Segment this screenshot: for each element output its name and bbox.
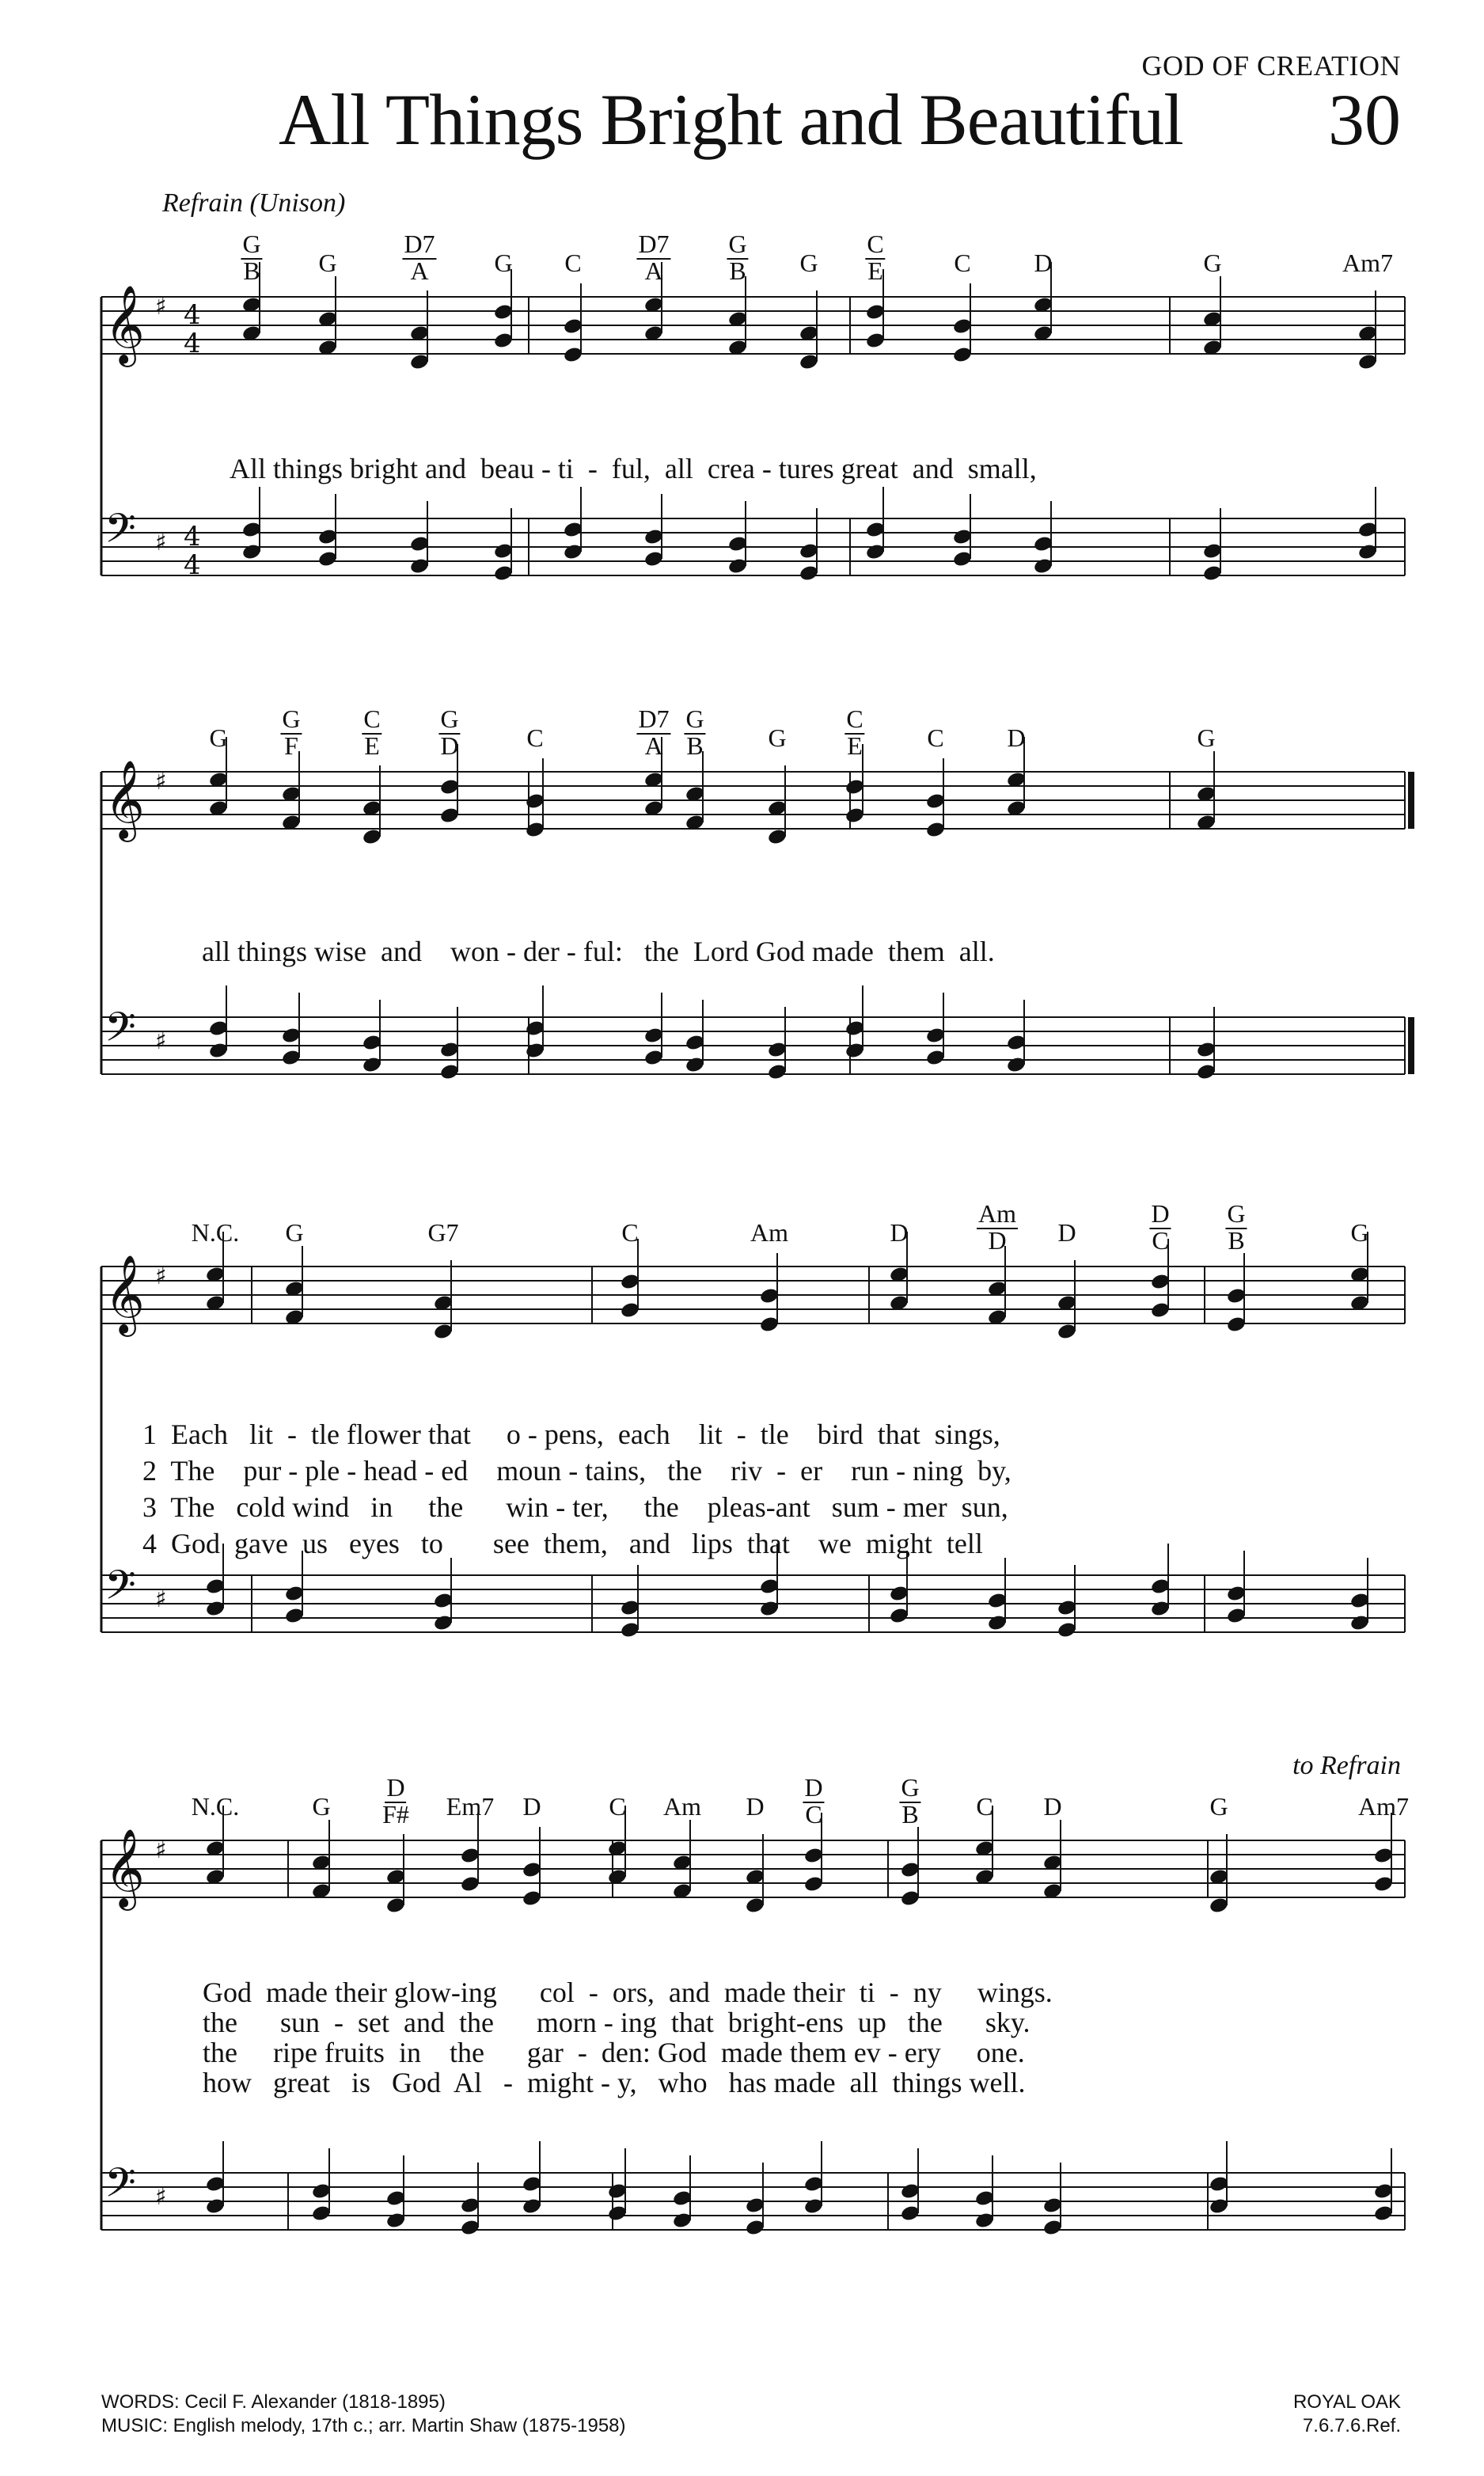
chord-symbol: [1342, 249, 1393, 276]
chord-symbol: [636, 705, 670, 759]
to-refrain-label: to Refrain: [1292, 1751, 1401, 1780]
chord-symbol: [209, 724, 227, 751]
chord-symbol: [977, 1200, 1018, 1254]
chord-bass: E: [847, 731, 863, 760]
lyric-line: 3 The cold wind in the win - ter, the pleas-ant sum - mer sun,: [142, 1491, 1008, 1523]
chord-symbol: [1209, 1793, 1228, 1820]
meter: 7.6.7.6.Ref.: [1302, 2415, 1401, 2436]
lyric-line: all things wise and won - der - ful: the Lord God made them all.: [202, 936, 995, 967]
lyric-line: All things bright and beau - ti - ful, all crea - tures great and small,: [230, 453, 1037, 484]
chord-root: G: [901, 1773, 920, 1802]
chord-symbol: [241, 230, 262, 284]
chord-bass: B: [901, 1800, 919, 1829]
chord-symbol: [954, 249, 970, 276]
treble-clef: 𝄞: [104, 760, 145, 839]
chord-symbol: [865, 230, 885, 284]
chord-bass: B: [1228, 1226, 1245, 1255]
hymn-number: 30: [1328, 79, 1401, 160]
chord-symbol: [362, 705, 381, 759]
key-signature-sharp: ♯: [155, 1836, 167, 1864]
chord-symbol: [318, 249, 336, 276]
credits-tune: [1293, 2391, 1401, 2438]
tune-name: ROYAL OAK: [1292, 2391, 1401, 2413]
chord-symbol: [1007, 724, 1025, 751]
chord-bass: C: [1152, 1226, 1169, 1255]
music-system-1: [0, 222, 1484, 697]
chord-root: D: [386, 1773, 405, 1802]
lyric-line: 4 God gave us eyes to see them, and lips that we might tell: [142, 1528, 983, 1559]
chord-root: G: [728, 230, 747, 258]
chord-root: G: [440, 704, 459, 733]
key-signature-sharp: ♯: [155, 1027, 167, 1055]
chord-root: G: [1203, 249, 1222, 277]
bass-clef: 𝄢: [104, 1003, 136, 1061]
chord-root: G: [318, 249, 337, 277]
lyric-line: the sun - set and the morn - ing that bright-ens up the sky.: [203, 2007, 1030, 2038]
chord-symbol: [312, 1793, 330, 1820]
chord-root: G: [1209, 1792, 1228, 1821]
lyric-line: God made their glow-ing col - ors, and made their ti - ny wings.: [203, 1977, 1053, 2008]
chord-symbol: [1149, 1200, 1171, 1254]
chord-root: C: [927, 723, 944, 752]
chord-root: D: [1034, 249, 1053, 277]
chord-bass: A: [644, 731, 663, 760]
lyric-line: 1 Each lit - tle flower that o - pens, each lit - tle bird that sings,: [142, 1418, 1000, 1450]
chord-symbol: [192, 1793, 239, 1820]
chord-symbol: [976, 1793, 992, 1820]
chord-root: Am: [663, 1792, 701, 1821]
time-signature-bottom: 4: [184, 328, 201, 359]
time-signature-top: 4: [184, 299, 201, 331]
chord-root: D7: [638, 230, 670, 258]
chord-symbol: [746, 1793, 764, 1820]
chord-root: D7: [638, 704, 670, 733]
words-credit: WORDS: Cecil F. Alexander (1818-1895): [101, 2391, 446, 2413]
chord-bass: B: [729, 256, 746, 285]
chord-symbol: [1203, 249, 1221, 276]
chord-bass: B: [686, 731, 704, 760]
chord-bass: E: [867, 256, 883, 285]
chord-bass: D: [988, 1226, 1007, 1255]
hymn-title: All Things Bright and Beautiful: [279, 79, 1183, 160]
music-system-3-verses: [0, 1199, 1484, 1734]
chord-root: G: [1227, 1199, 1246, 1228]
chord-symbol: [927, 724, 943, 751]
chord-root: G: [494, 249, 513, 277]
chord-root: C: [954, 249, 971, 277]
chord-symbol: [522, 1793, 541, 1820]
chord-bass: F#: [382, 1800, 409, 1829]
chord-root: G: [285, 1218, 304, 1247]
chord-root: C: [526, 723, 544, 752]
key-signature-sharp: ♯: [155, 1585, 167, 1613]
chord-root: Em7: [446, 1792, 495, 1821]
chord-symbol: [427, 1219, 458, 1246]
chord-root: G: [799, 249, 818, 277]
music-system-4-verses: [0, 1761, 1484, 2363]
chord-root: N.C.: [191, 1218, 240, 1247]
chord-root: G: [1350, 1218, 1369, 1247]
chord-root: G: [1197, 723, 1216, 752]
key-signature-sharp: ♯: [155, 768, 167, 796]
chord-symbol: [768, 724, 786, 751]
bass-clef: 𝄢: [104, 1561, 136, 1619]
music-system-2: [0, 704, 1484, 1199]
chord-symbol: [1034, 249, 1052, 276]
chord-root: D: [1007, 723, 1026, 752]
chord-symbol: [799, 249, 818, 276]
chord-symbol: [803, 1774, 824, 1828]
lyric-line: the ripe fruits in the gar - den: God made them ev - ery one.: [203, 2037, 1025, 2068]
chord-root: D: [1151, 1199, 1170, 1228]
chord-root: G7: [427, 1218, 459, 1247]
chord-symbol: [1358, 1793, 1409, 1820]
chord-root: D: [1043, 1792, 1062, 1821]
music-credit: MUSIC: English melody, 17th c.; arr. Martin Shaw (1875-1958): [101, 2415, 626, 2436]
chord-bass: B: [243, 256, 260, 285]
chord-symbol: [727, 230, 748, 284]
chord-symbol: [1197, 724, 1215, 751]
chord-root: G: [209, 723, 228, 752]
chord-symbol: [285, 1219, 303, 1246]
chord-symbol: [1057, 1219, 1076, 1246]
chord-root: G: [768, 723, 787, 752]
chord-root: C: [976, 1792, 993, 1821]
chord-bass: A: [644, 256, 663, 285]
chord-root: G: [685, 704, 704, 733]
treble-clef: 𝄞: [104, 285, 145, 364]
chord-symbol: [526, 724, 543, 751]
chord-symbol: [382, 1774, 409, 1828]
chord-root: D: [1057, 1218, 1076, 1247]
treble-clef: 𝄞: [104, 1255, 145, 1334]
chord-root: C: [363, 704, 381, 733]
key-signature-sharp: ♯: [155, 2183, 167, 2211]
lyric-line: how great is God Al - might - y, who has made all things well.: [203, 2067, 1026, 2098]
chord-symbol: [192, 1219, 239, 1246]
chord-symbol: [899, 1774, 920, 1828]
chord-symbol: [636, 230, 670, 284]
chord-symbol: [1225, 1200, 1247, 1254]
treble-clef: 𝄞: [104, 1829, 145, 1908]
chord-root: G: [312, 1792, 331, 1821]
chord-root: D: [746, 1792, 765, 1821]
refrain-label: Refrain (Unison): [162, 188, 346, 218]
chord-symbol: [1043, 1793, 1061, 1820]
chord-symbol: [663, 1793, 701, 1820]
chord-bass: E: [364, 731, 380, 760]
chord-symbol: [494, 249, 512, 276]
chord-bass: F: [284, 731, 298, 760]
chord-symbol: [438, 705, 460, 759]
chord-symbol: [750, 1219, 788, 1246]
time-signature-bottom: 4: [184, 549, 201, 581]
chord-symbol: [564, 249, 581, 276]
chord-symbol: [621, 1219, 638, 1246]
chord-symbol: [684, 705, 705, 759]
lyric-line: 2 The pur - ple - head - ed moun - tains, the riv - er run - ning by,: [142, 1455, 1011, 1487]
chord-root: G: [282, 704, 301, 733]
bass-clef: 𝄢: [104, 2159, 136, 2216]
chord-symbol: [446, 1793, 494, 1820]
chord-root: Am7: [1342, 249, 1393, 277]
chord-root: D: [522, 1792, 541, 1821]
chord-root: C: [846, 704, 863, 733]
category-heading: GOD OF CREATION: [1141, 50, 1401, 82]
chord-symbol: [280, 705, 302, 759]
chord-root: Am: [750, 1218, 788, 1247]
chord-bass: D: [440, 731, 459, 760]
key-signature-sharp: ♯: [155, 293, 167, 321]
chord-bass: A: [410, 256, 429, 285]
chord-root: N.C.: [191, 1792, 240, 1821]
chord-root: C: [609, 1792, 626, 1821]
key-signature-sharp: ♯: [155, 1263, 167, 1290]
chord-bass: C: [805, 1800, 822, 1829]
chord-root: C: [621, 1218, 639, 1247]
chord-root: Am7: [1358, 1792, 1409, 1821]
chord-symbol: [890, 1219, 908, 1246]
key-signature-sharp: ♯: [155, 529, 167, 556]
credits-words-music: [101, 2391, 626, 2438]
chord-root: C: [564, 249, 582, 277]
chord-symbol: [609, 1793, 625, 1820]
chord-symbol: [1350, 1219, 1368, 1246]
chord-root: G: [242, 230, 261, 258]
chord-root: D: [890, 1218, 909, 1247]
bass-clef: 𝄢: [104, 504, 136, 562]
time-signature-top: 4: [184, 521, 201, 553]
chord-root: D: [804, 1773, 823, 1802]
chord-root: D7: [404, 230, 435, 258]
chord-root: C: [867, 230, 884, 258]
chord-symbol: [402, 230, 436, 284]
chord-symbol: [844, 705, 864, 759]
chord-root: Am: [978, 1199, 1016, 1228]
